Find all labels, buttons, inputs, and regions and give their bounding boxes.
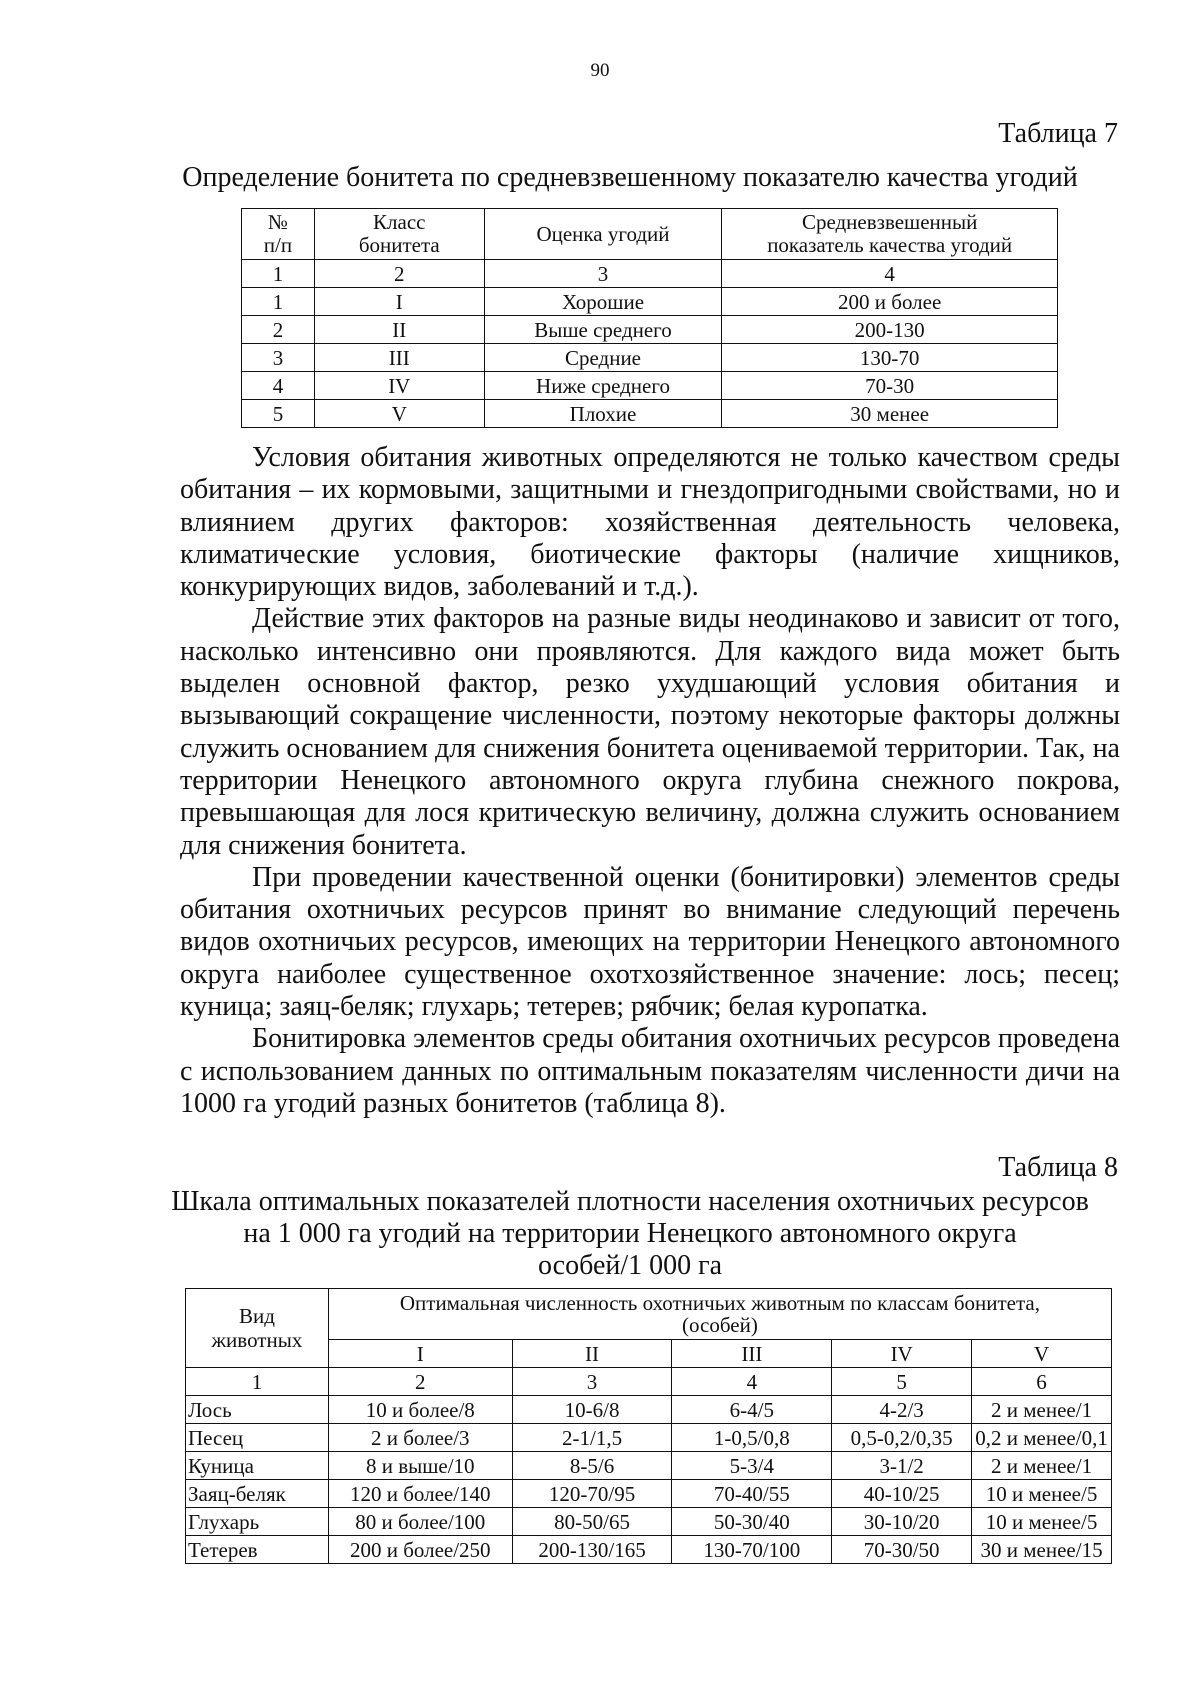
table8-header-row (186, 1289, 1112, 1340)
table8-cell: 5-3/4 (672, 1452, 832, 1480)
table7-cell: I (314, 288, 484, 316)
table7-header-cell: Класс бонитета (314, 209, 484, 260)
table8-colnum: 1 (186, 1368, 329, 1396)
table8-species: Тетерев (186, 1536, 329, 1564)
table8-cell: 80-50/65 (512, 1508, 672, 1536)
paragraph: Условия обитания животных определяются не только качеством среды обитания – их кормовыми, защитными и гнездопригодными свойствами, но и влиянием других факторов: хозяйственная деятельность человека, климатические условия, биотические факторы (наличие хищников, конкурирующих видов, заболеваний и т.д.). (180, 442, 1120, 603)
table8-cell: 6-4/5 (672, 1396, 832, 1424)
table8-colnum: 5 (832, 1368, 972, 1396)
table7-cell: 2 (242, 316, 315, 344)
table8-cell: 10 и менее/5 (972, 1480, 1112, 1508)
table-row (186, 1396, 1112, 1424)
table8-cell: 8 и выше/10 (328, 1452, 512, 1480)
table7-colnum: 3 (484, 260, 722, 288)
table8-colnum: 3 (512, 1368, 672, 1396)
table8-colnum: 2 (328, 1368, 512, 1396)
table7-cell: 5 (242, 400, 315, 428)
table8-cell: 2 и менее/1 (972, 1452, 1112, 1480)
paragraph: При проведении качественной оценки (бонитировки) элементов среды обитания охотничьих ресурсов принят во внимание следующий перечень видов охотничьих ресурсов, имеющих на территории Ненецкого автономного округа наиболее существенное охотхозяйственное значение: лось; песец; куница; заяц-беляк; глухарь; тетерев; рябчик; белая куропатка. (180, 861, 1120, 1023)
table8-cell: 3-1/2 (832, 1452, 972, 1480)
table8-class-header: I (328, 1340, 512, 1368)
table8-cell: 4-2/3 (832, 1396, 972, 1424)
table8-cell: 120 и более/140 (328, 1480, 512, 1508)
paragraph: Действие этих факторов на разные виды неодинаково и зависит от того, насколько интенсивно они проявляются. Для каждого вида может быть выделен основной фактор, резко ухудшающий условия обитания и вызывающий сокращение численности, поэтому некоторые факторы должны служить основанием для снижения бонитета оцениваемой территории. Так, на территории Ненецкого автономного округа глубина снежного покрова, превышающая для лося критическую величину, должна служить основанием для снижения бонитета. (180, 603, 1120, 861)
paragraph: Бонитировка элементов среды обитания охотничьих ресурсов проведена с использованием данных по оптимальным показателям численности дичи на 1000 га угодий разных бонитетов (таблица 8). (180, 1023, 1120, 1119)
table7-cell: 200 и более (722, 288, 1058, 316)
table8-cell: 130-70/100 (672, 1536, 832, 1564)
table8 (185, 1288, 1112, 1564)
table8-class-header: IV (832, 1340, 972, 1368)
table-row (242, 316, 1058, 344)
table8-cell: 200-130/165 (512, 1536, 672, 1564)
table8-colnum-row (186, 1368, 1112, 1396)
table8-class-header: V (972, 1340, 1112, 1368)
table8-label: Таблица 8 (998, 1152, 1118, 1183)
table8-species: Песец (186, 1424, 329, 1452)
table7-cell: IV (314, 372, 484, 400)
table7-cell: 130-70 (722, 344, 1058, 372)
table-row (186, 1424, 1112, 1452)
table7-cell: 4 (242, 372, 315, 400)
table8-cell: 0,2 и менее/0,1 (972, 1424, 1112, 1452)
table7-header-cell: Оценка угодий (484, 209, 722, 260)
table8-class-header: III (672, 1340, 832, 1368)
table8-cell: 0,5-0,2/0,35 (832, 1424, 972, 1452)
table-row (186, 1536, 1112, 1564)
table8-cell: 30-10/20 (832, 1508, 972, 1536)
table8-cell: 200 и более/250 (328, 1536, 512, 1564)
table8-cell: 8-5/6 (512, 1452, 672, 1480)
table8-cell: 120-70/95 (512, 1480, 672, 1508)
table7-cell: Выше среднего (484, 316, 722, 344)
table7-header-row (242, 209, 1058, 260)
page-number: 90 (590, 60, 610, 81)
table8-cell: 30 и менее/15 (972, 1536, 1112, 1564)
table7 (241, 208, 1058, 428)
table8-group-header: Оптимальная численность охотничьих животным по классам бонитета, (особей) (328, 1289, 1111, 1340)
table7-cell: 1 (242, 288, 315, 316)
table8-species-header: Вид животных (186, 1289, 329, 1368)
table7-cell: Средние (484, 344, 722, 372)
table-row (242, 372, 1058, 400)
table7-cell: III (314, 344, 484, 372)
table8-cell: 10 и менее/5 (972, 1508, 1112, 1536)
table7-title: Определение бонитета по средневзвешенному показателю качества угодий (182, 162, 1078, 193)
table8-species: Глухарь (186, 1508, 329, 1536)
table8-cell: 70-40/55 (672, 1480, 832, 1508)
table8-title-line: особей/1 000 га (537, 1250, 723, 1281)
table7-cell: V (314, 400, 484, 428)
table8-colnum: 6 (972, 1368, 1112, 1396)
table8-cell: 10 и более/8 (328, 1396, 512, 1424)
table7-colnum: 4 (722, 260, 1058, 288)
table8-cell: 80 и более/100 (328, 1508, 512, 1536)
table-row (242, 344, 1058, 372)
table7-colnum: 2 (314, 260, 484, 288)
body-text-block (180, 442, 1120, 1120)
table7-cell: 3 (242, 344, 315, 372)
table8-cell: 2-1/1,5 (512, 1424, 672, 1452)
table8-cell: 1-0,5/0,8 (672, 1424, 832, 1452)
table-row (186, 1508, 1112, 1536)
table-row (186, 1452, 1112, 1480)
table7-cell: Плохие (484, 400, 722, 428)
table7-cell: II (314, 316, 484, 344)
table7-cell: Ниже среднего (484, 372, 722, 400)
table8-cell: 10-6/8 (512, 1396, 672, 1424)
table8-species: Куница (186, 1452, 329, 1480)
table-row (186, 1480, 1112, 1508)
table8-cell: 70-30/50 (832, 1536, 972, 1564)
table7-cell: 70-30 (722, 372, 1058, 400)
table8-cell: 2 и менее/1 (972, 1396, 1112, 1424)
table7-colnum-row (242, 260, 1058, 288)
table8-cell: 40-10/25 (832, 1480, 972, 1508)
table8-species: Лось (186, 1396, 329, 1424)
table8-title-line: Шкала оптимальных показателей плотности населения охотничьих ресурсов (171, 1186, 1089, 1217)
table8-colnum: 4 (672, 1368, 832, 1396)
table7-header-cell: № п/п (242, 209, 315, 260)
table8-title-line: на 1 000 га угодий на территории Ненецкого автономного округа (243, 1218, 1017, 1249)
table-row (242, 288, 1058, 316)
table8-species: Заяц-беляк (186, 1480, 329, 1508)
table7-cell: 200-130 (722, 316, 1058, 344)
table7-label: Таблица 7 (998, 118, 1118, 149)
table8-cell: 50-30/40 (672, 1508, 832, 1536)
table8-title (150, 1186, 1110, 1282)
table7-cell: Хорошие (484, 288, 722, 316)
table-row (242, 400, 1058, 428)
table7-colnum: 1 (242, 260, 315, 288)
table7-cell: 30 менее (722, 400, 1058, 428)
table8-cell: 2 и более/3 (328, 1424, 512, 1452)
table8-class-header: II (512, 1340, 672, 1368)
table7-header-cell: Средневзвешенный показатель качества угодий (722, 209, 1058, 260)
